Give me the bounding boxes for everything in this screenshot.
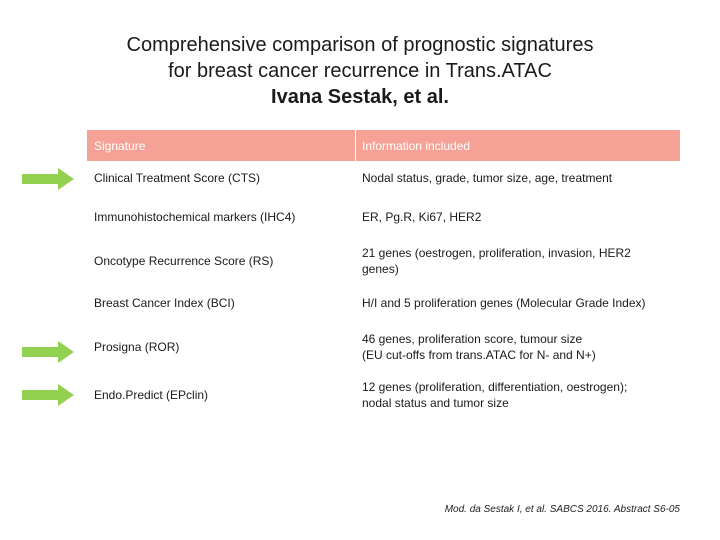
green-right-arrow-icon xyxy=(22,168,74,190)
signature-cell: Prosigna (ROR) xyxy=(94,339,180,354)
table-row xyxy=(87,283,680,323)
information-line: 46 genes, proliferation score, tumour size xyxy=(362,331,583,346)
information-line: (EU cut-offs from trans.ATAC for N- and N+) xyxy=(362,347,596,362)
title-line-1: Comprehensive comparison of prognostic signatures xyxy=(126,34,594,56)
header-signature: Signature xyxy=(87,130,356,161)
title-line-2: for breast cancer recurrence in Trans.ATAC xyxy=(168,60,552,82)
information-line: Nodal status, grade, tumor size, age, treatment xyxy=(362,171,613,185)
information-cell xyxy=(356,295,680,311)
table-header-row xyxy=(87,130,680,161)
information-cell xyxy=(356,209,680,225)
information-line: genes) xyxy=(362,262,399,276)
green-right-arrow-icon xyxy=(22,341,74,363)
signature-cell: Immunohistochemical markers (IHC4) xyxy=(94,210,296,224)
information-cell xyxy=(356,170,680,186)
information-line: ER, Pg.R, Ki67, HER2 xyxy=(362,210,482,224)
signature-cell: Oncotype Recurrence Score (RS) xyxy=(94,254,274,268)
information-cell xyxy=(356,331,680,363)
information-line: 12 genes (proliferation, differentiation, oestrogen); xyxy=(362,380,628,394)
slide-title xyxy=(0,32,720,110)
table-row xyxy=(87,370,680,420)
information-line: nodal status and tumor size xyxy=(362,396,509,410)
table-row xyxy=(87,195,680,239)
table-row xyxy=(87,323,680,370)
signature-cell: Endo.Predict (EPclin) xyxy=(94,388,209,402)
information-line: 21 genes (oestrogen, proliferation, invasion, HER2 xyxy=(362,246,631,260)
source-footnote: Mod. da Sestak I, et al. SABCS 2016. Abstract S6-05 xyxy=(444,504,680,515)
table-row xyxy=(87,161,680,195)
information-cell xyxy=(356,245,680,277)
information-cell xyxy=(356,379,680,411)
green-right-arrow-icon xyxy=(22,384,74,406)
title-author: Ivana Sestak, et al. xyxy=(271,86,449,108)
information-line: H/I and 5 proliferation genes (Molecular Grade Index) xyxy=(362,296,646,310)
table-row xyxy=(87,239,680,283)
signature-cell: Breast Cancer Index (BCI) xyxy=(94,296,235,310)
header-information: Information included xyxy=(362,138,471,153)
signatures-table xyxy=(87,130,680,420)
signature-cell: Clinical Treatment Score (CTS) xyxy=(94,171,261,185)
